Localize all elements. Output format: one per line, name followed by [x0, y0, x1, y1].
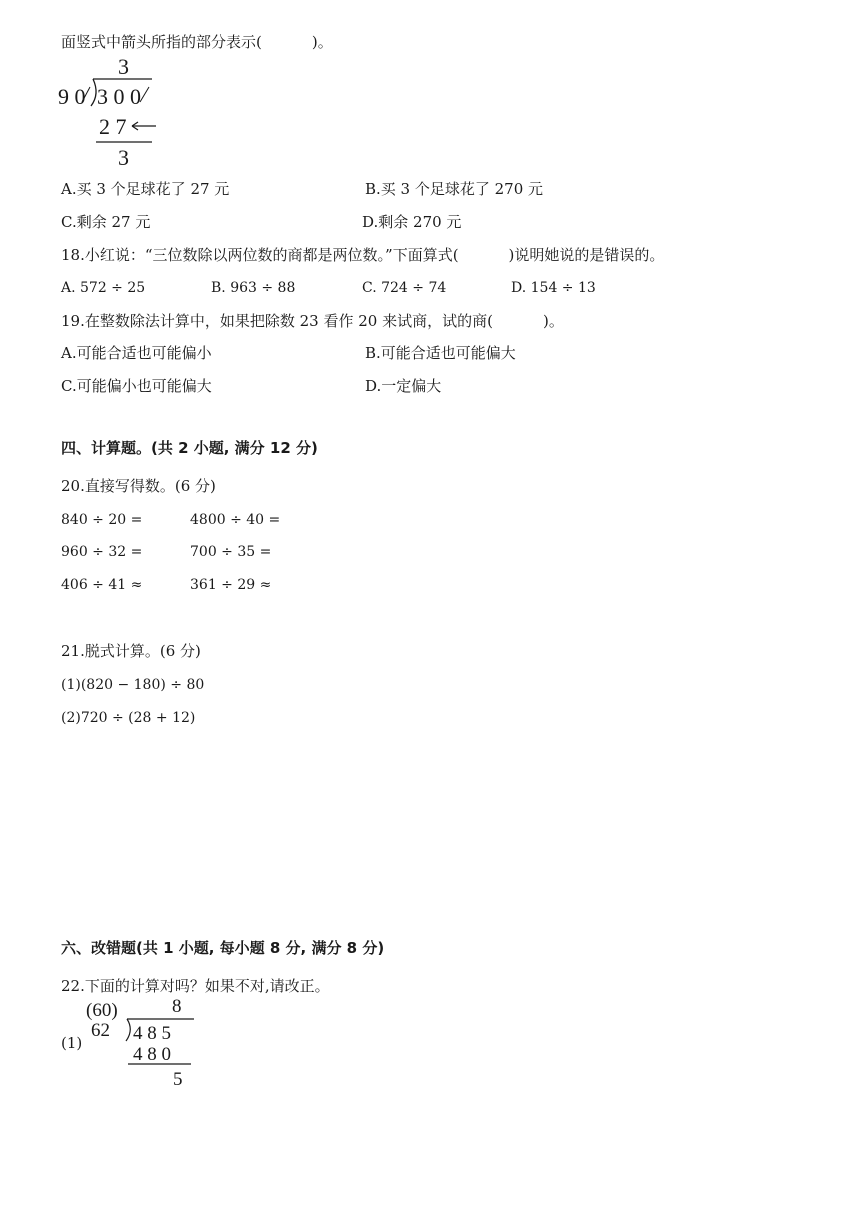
q18-stem-text: 18.小红说：“三位数除以两位数的商都是两位数。”下面算式( [61, 246, 459, 264]
q18-option-a[interactable]: A. 572 ÷ 25 [61, 280, 146, 296]
q22-stem: 22.下面的计算对吗？如果不对,请改正。 [61, 977, 330, 995]
q21-item: (1)(820 − 180) ÷ 80 [61, 677, 205, 693]
section-4-title: 四、计算题。(共 2 小题, 满分 12 分) [61, 439, 318, 457]
q19-option-a[interactable]: A.可能合适也可能偏小 [61, 344, 212, 362]
remainder: 3 [118, 145, 129, 170]
q19-option-c[interactable]: C.可能偏小也可能偏大 [61, 377, 212, 395]
quotient: 8 [172, 996, 182, 1017]
q19-option-b[interactable]: B.可能合适也可能偏大 [365, 344, 516, 362]
dividend: 3 0 0 [97, 84, 141, 109]
section-6-title: 六、改错题(共 1 小题, 每小题 8 分, 满分 8 分) [61, 939, 385, 957]
trial-divisor-note: (60) [86, 1000, 118, 1021]
quotient: 3 [118, 54, 129, 79]
product: 4 8 0 [133, 1044, 171, 1065]
q19-option-d[interactable]: D.一定偏大 [365, 377, 442, 395]
q20-item: 4800 ÷ 40 = [190, 512, 281, 528]
q20-stem: 20.直接写得数。(6 分) [61, 477, 216, 495]
remainder: 5 [173, 1069, 183, 1090]
divisor: 62 [91, 1020, 110, 1041]
cancel-mark [140, 87, 149, 102]
q17-stem-end: )。 [311, 33, 333, 51]
q18-stem [61, 245, 664, 265]
product: 2 7 [99, 114, 127, 139]
q22-long-division-figure [86, 996, 206, 1092]
division-bracket [126, 1019, 130, 1041]
q19-stem-text: 19.在整数除法计算中，如果把除数 23 看作 20 来试商，试的商( [61, 312, 493, 330]
q19-stem-end: )。 [542, 312, 564, 330]
q18-stem-end: )说明她说的是错误的。 [508, 246, 665, 264]
q18-option-d[interactable]: D. 154 ÷ 13 [511, 280, 596, 296]
q18-option-b[interactable]: B. 963 ÷ 88 [211, 280, 296, 296]
q21-stem: 21.脱式计算。(6 分) [61, 642, 201, 660]
q17-option-a[interactable]: A.买 3 个足球花了 27 元 [61, 180, 230, 198]
division-bracket [91, 79, 96, 106]
q20-item: 361 ÷ 29 ≈ [190, 577, 272, 593]
q21-item: (2)720 ÷ (28 + 12) [61, 710, 196, 726]
q17-stem [61, 32, 333, 52]
q20-item: 840 ÷ 20 = [61, 512, 143, 528]
q18-option-c[interactable]: C. 724 ÷ 74 [362, 280, 447, 296]
q17-option-b[interactable]: B.买 3 个足球花了 270 元 [365, 180, 544, 198]
q17-option-d[interactable]: D.剩余 270 元 [362, 213, 462, 231]
q17-stem-text: 面竖式中箭头所指的部分表示( [61, 33, 262, 51]
q20-item: 700 ÷ 35 = [190, 544, 272, 560]
q22-label: (1) [61, 1034, 83, 1052]
q20-item: 406 ÷ 41 ≈ [61, 577, 143, 593]
q20-item: 960 ÷ 32 = [61, 544, 143, 560]
q17-long-division-figure [56, 54, 166, 172]
dividend: 4 8 5 [133, 1023, 171, 1044]
divisor: 9 0 [58, 84, 86, 109]
q17-option-c[interactable]: C.剩余 27 元 [61, 213, 151, 231]
q19-stem [61, 311, 564, 331]
